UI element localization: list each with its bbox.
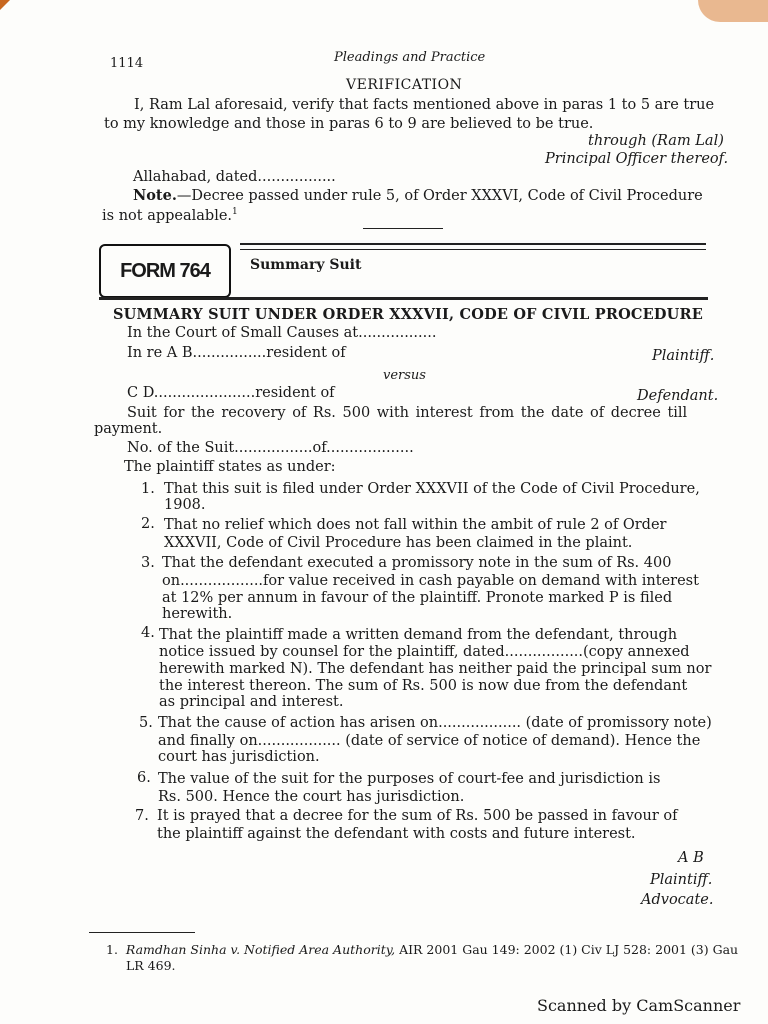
paragraph-line: the plaintiff against the defendant with costs and future interest. [157, 826, 636, 842]
paragraph-number: 1. [141, 481, 155, 497]
signature-advocate: Advocate. [641, 892, 714, 908]
camscanner-watermark: Scanned by CamScanner [537, 996, 741, 1015]
note-footnote-ref: 1 [232, 207, 238, 217]
footnote-number: 1. [106, 942, 118, 957]
paragraph-line: herewith marked N). The defendant has neither paid the principal sum nor [159, 661, 712, 677]
form-title: Summary Suit [250, 257, 362, 273]
paragraph-line: That no relief which does not fall within the ambit of rule 2 of Order [164, 517, 667, 533]
paragraph-line: Rs. 500. Hence the court has jurisdiction. [158, 789, 465, 805]
verification-through: through (Ram Lal) [588, 133, 724, 149]
plaintiff-label: Plaintiff. [652, 348, 715, 364]
paragraph-number: 4. [141, 625, 155, 641]
paragraph-line: XXXVII, Code of Civil Procedure has been claimed in the plaint. [164, 535, 633, 551]
form-top-rule-1 [240, 243, 706, 245]
page-corner-shadow [698, 0, 768, 22]
paragraph-line: herewith. [162, 606, 233, 622]
page-corner-mark [0, 0, 10, 10]
in-re-line: In re A B................resident of [127, 345, 346, 361]
paragraph-number: 2. [141, 516, 155, 532]
paragraph-line: It is prayed that a decree for the sum of Rs. 500 be passed in favour of [157, 808, 678, 824]
suit-line-2: payment. [94, 421, 163, 437]
paragraph-line: That the cause of action has arisen on.................. (date of promissory note) [158, 715, 712, 731]
paragraph-line: That the plaintiff made a written demand from the defendant, through [159, 627, 678, 643]
paragraph-line: as principal and interest. [159, 694, 344, 710]
footnote-case: Ramdhan Sinha v. Notified Area Authority, [125, 942, 396, 957]
form-top-rule-2 [240, 249, 706, 250]
footnote-citation-2: LR 469. [126, 958, 176, 973]
paragraph-number: 7. [135, 808, 149, 824]
paragraph-line: at 12% per annum in favour of the plaintiff. Pronote marked P is filed [162, 590, 673, 606]
footnote-citation-1: AIR 2001 Gau 149: 2002 (1) Civ LJ 528: 2001 (3) Gau [395, 942, 739, 957]
defendant-label: Defendant. [637, 388, 719, 404]
note-line-2 [102, 204, 238, 225]
form-number: FORM 764 [120, 259, 210, 282]
paragraph-line: the interest thereon. The sum of Rs. 500 is now due from the defendant [159, 678, 688, 694]
footnote-rule [89, 932, 195, 933]
note-label: Note. [133, 187, 177, 204]
verification-title: VERIFICATION [346, 77, 463, 93]
paragraph-line: on..................for value received in cash payable on demand with interest [162, 573, 699, 589]
paragraph-line: The value of the suit for the purposes of court-fee and jurisdiction is [158, 771, 661, 787]
paragraph-line: 1908. [164, 497, 206, 513]
paragraph-line: notice issued by counsel for the plaintiff, dated.................(copy annexed [159, 644, 690, 660]
verification-line-1: I, Ram Lal aforesaid, verify that facts mentioned above in paras 1 to 5 are true [134, 97, 715, 113]
running-head: Pleadings and Practice [334, 50, 486, 65]
document-heading: SUMMARY SUIT UNDER ORDER XXXVII, CODE OF CIVIL PROCEDURE [113, 306, 704, 323]
paragraph-number: 3. [141, 555, 155, 571]
paragraph-line: That the defendant executed a promissory note in the sum of Rs. 400 [162, 555, 672, 571]
paragraph-number: 6. [137, 770, 151, 786]
signature-ab: A B [678, 850, 704, 866]
defendant-line: C D......................resident of [127, 385, 335, 401]
footnote-line-1 [106, 942, 738, 957]
paragraph-number: 5. [139, 715, 153, 731]
plaintiff-states: The plaintiff states as under: [124, 459, 336, 475]
signature-plaintiff: Plaintiff. [650, 872, 713, 888]
paragraph-line: court has jurisdiction. [158, 749, 320, 765]
form-bottom-rule [99, 297, 708, 300]
note-text-2: is not appealable. [102, 207, 233, 224]
page-number: 1114 [110, 56, 144, 71]
versus-label: versus [383, 368, 426, 383]
form-number-box [99, 244, 231, 298]
suit-line-1: Suit for the recovery of Rs. 500 with interest from the date of decree till [127, 405, 688, 421]
note-text-1: —Decree passed under rule 5, of Order XXXVI, Code of Civil Procedure [176, 188, 703, 204]
suit-number-line: No. of the Suit.................of................... [127, 440, 414, 456]
verification-line-2: to my knowledge and those in paras 6 to 9 are believed to be true. [104, 116, 594, 132]
note-line-1 [133, 187, 703, 205]
paragraph-line: and finally on.................. (date of service of notice of demand). Hence the [158, 733, 701, 749]
section-divider [363, 228, 443, 229]
verification-officer: Principal Officer thereof. [545, 151, 729, 167]
court-line: In the Court of Small Causes at................. [127, 325, 437, 341]
paragraph-line: That this suit is filed under Order XXXVII of the Code of Civil Procedure, [164, 481, 700, 497]
verification-place: Allahabad, dated................. [133, 169, 336, 185]
